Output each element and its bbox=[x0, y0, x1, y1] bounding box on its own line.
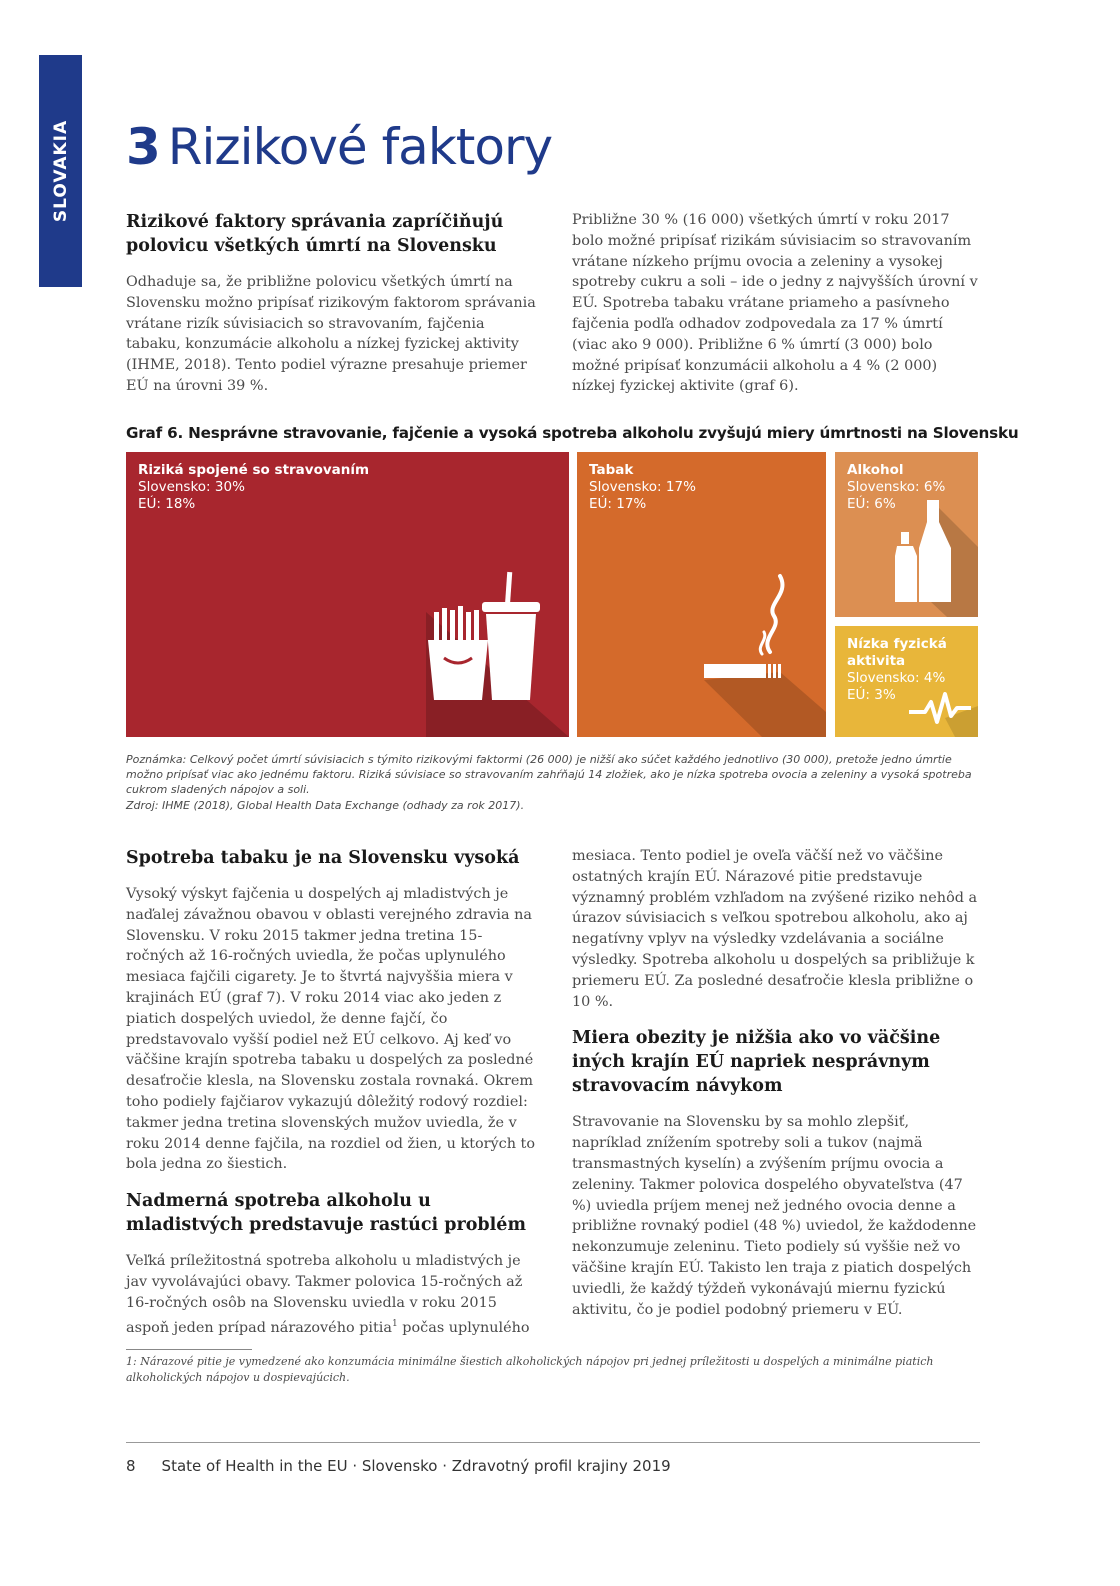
tobacco-heading: Spotreba tabaku je na Slovensku vysoká bbox=[126, 848, 520, 868]
obesity-paragraph: Stravovanie na Slovensku by sa mohlo zlepšiť, napríklad znížením spotreby soli a tukov (najmä transmastných kyselín) a zvýšením príjmu ovocia a zeleniny. Takmer polovica dospelého obyvateľstva (47 %) uviedla príjem menej než jedného ovocia denne a približne rovnaký podiel (48 %) uviedol, že každodenne nekonzumuje zeleninu. Tieto podiely sú vyššie než vo väčšine krajín EÚ. Takisto len traja z piatich dospelých uviedli, že každý týždeň vykonávajú miernu fyzickú aktivitu, čo je podiel podobný priemeru v EÚ. bbox=[572, 1114, 977, 1318]
footnote-rule bbox=[126, 1349, 252, 1350]
tile-tobacco-eu: EÚ: 17% bbox=[589, 496, 647, 512]
tile-tobacco-slovensko: Slovensko: 17% bbox=[589, 479, 696, 495]
tile-diet-name: Riziká spojené so stravovaním bbox=[138, 462, 370, 478]
alcohol-paragraph-continued: mesiaca. Tento podiel je oveľa väčší než vo väčšine ostatných krajín EÚ. Nárazové pitie predstavuje významný problém vzhľadom na zvýšené riziko nehôd a úrazov súvisiacich s veľkou spotrebou alkoholu, ako aj negatívny vplyv na výsledky vzdelávania a sociálne výsledky. Spotreba alkoholu u dospelých sa približuje k priemeru EÚ. Za posledné desaťročie klesla približne o 10 %. bbox=[572, 848, 978, 1010]
body-left-column bbox=[126, 846, 536, 1352]
tobacco-paragraph: Vysoký výskyt fajčenia u dospelých aj mladistvých je naďalej závažnou obavou v oblasti verejného zdravia na Slovensku. V roku 2015 takmer jedna tretina 15-ročných až 16-ročných uviedla, že počas uplynulého mesiaca fajčili cigarety. Je to štvrtá najvyššia miera v krajinách EÚ (graf 7). V roku 2014 viac ako jeden z piatich dospelých uviedol, že denne fajčí, čo predstavovalo vyšší podiel než EÚ celkovo. Aj keď vo väčšine krajín spotreba tabaku u dospelých za posledné desaťročie klesla, na Slovensku zostala rovnaká. Okrem toho podiely fajčiarov vykazujú dôležitý rodový rozdiel: takmer jedna tretina slovenských mužov uviedla, že v roku 2014 denne fajčila, na rozdiel od žien, u ktorých to bola jedna zo šiestich. bbox=[126, 886, 536, 1173]
tile-diet-eu: EÚ: 18% bbox=[138, 496, 196, 512]
alcohol-text-before: Veľká príležitostná spotreba alkoholu u mladistvých je jav vyvolávajúci obavy. Takmer polovica 15-ročných až 16-ročných osôb na Slovensku uviedla v roku 2015 aspoň jeden prípad nárazového pitia bbox=[126, 1253, 523, 1336]
tile-alcohol bbox=[835, 452, 978, 617]
intro-paragraph-2: Približne 30 % (16 000) všetkých úmrtí v roku 2017 bolo možné pripísať rizikám súvisiacim so stravovaním vrátane nízkeho príjmu ovocia a zeleniny a vysokej spotreby cukru a soli – ide o jedny z najvyšších úrovní v EÚ. Spotreba tabaku vrátane priameho a pasívneho fajčenia podľa odhadov zodpovedala za 17 % úmrtí (viac ako 9 000). Približne 6 % úmrtí (3 000) bolo možné pripísať konzumácii alkoholu a 4 % (2 000) nízkej fyzickej aktivite (graf 6). bbox=[572, 212, 978, 395]
heartbeat-icon bbox=[909, 692, 971, 726]
intro-heading: Rizikové faktory správania zapríčiňujú polovicu všetkých úmrtí na Slovensku bbox=[126, 212, 504, 256]
tile-diet-label bbox=[138, 462, 369, 513]
tile-tobacco-label bbox=[589, 462, 696, 513]
chart-title: Graf 6. Nesprávne stravovanie, fajčenie a vysoká spotreba alkoholu zvyšujú miery úmrtnosti na Slovensku bbox=[126, 424, 1019, 442]
chart-note bbox=[126, 752, 981, 813]
obesity-heading: Miera obezity je nižšia ako vo väčšine iných krajín EÚ napriek nesprávnym stravovacím návykom bbox=[572, 1028, 941, 1097]
chapter-number: 3 bbox=[126, 118, 160, 176]
chapter-heading: Rizikové faktory bbox=[167, 118, 553, 176]
chapter-title bbox=[126, 118, 552, 176]
tile-activity-slovensko: Slovensko: 4% bbox=[847, 670, 946, 686]
tile-alcohol-slovensko: Slovensko: 6% bbox=[847, 479, 946, 495]
page-footer bbox=[126, 1457, 671, 1475]
side-tab-label: SLOVAKIA bbox=[50, 119, 71, 223]
intro-left-column bbox=[126, 210, 536, 411]
tile-diet-slovensko: Slovensko: 30% bbox=[138, 479, 245, 495]
country-side-tab bbox=[39, 55, 82, 287]
tile-physical-activity bbox=[835, 626, 978, 737]
tile-activity-eu: EÚ: 3% bbox=[847, 687, 896, 703]
risk-factor-treemap bbox=[126, 452, 978, 737]
intro-paragraph-1: Odhaduje sa, že približne polovicu všetkých úmrtí na Slovensku možno pripísať rizikovým faktorom správania vrátane rizík súvisiacich so stravovaním, fajčenia tabaku, konzumácie alkoholu a nízkej fyzickej aktivity (IHME, 2018). Tento podiel výrazne presahuje priemer EÚ na úrovni 39 %. bbox=[126, 274, 536, 394]
footer-rule bbox=[126, 1442, 980, 1443]
footnote: 1: Nárazové pitie je vymedzené ako konzumácia minimálne šiestich alkoholických nápojov pri jednej príležitosti u dospelých a minimálne piatich alkoholických nápojov u dospievajúcich. bbox=[126, 1355, 934, 1384]
cigarette-icon bbox=[702, 572, 802, 684]
tile-activity-name: Nízka fyzická aktivita bbox=[847, 636, 947, 669]
tile-diet bbox=[126, 452, 569, 737]
alcohol-heading: Nadmerná spotreba alkoholu u mladistvých predstavuje rastúci problém bbox=[126, 1191, 526, 1236]
fastfood-icon bbox=[426, 570, 546, 705]
page-number: 8 bbox=[126, 1457, 136, 1475]
tile-alcohol-eu: EÚ: 6% bbox=[847, 496, 896, 512]
body-right-column bbox=[572, 846, 982, 1334]
chart-note-text: Poznámka: Celkový počet úmrtí súvisiacich s týmito rizikovými faktormi (26 000) je nižší ako súčet každého jednotlivo (30 000), pretože jedno úmrtie možno pripísať viac ako jednému faktoru. Riziká súvisiace so stravovaním zahŕňajú 14 zložiek, ako je nízka spotreba ovocia a zeleniny a vysoká spotreba cukrom sladených nápojov a soli. bbox=[126, 753, 972, 797]
footnote-ref: 1 bbox=[392, 1318, 398, 1329]
alcohol-text-after: počas uplynulého bbox=[397, 1319, 530, 1336]
footer-text: State of Health in the EU · Slovensko · Zdravotný profil krajiny 2019 bbox=[161, 1457, 671, 1475]
intro-right-column bbox=[572, 210, 982, 411]
tile-alcohol-name: Alkohol bbox=[847, 462, 904, 478]
tile-tobacco-name: Tabak bbox=[589, 462, 634, 478]
tile-tobacco bbox=[577, 452, 826, 737]
chart-source: Zdroj: IHME (2018), Global Health Data Exchange (odhady za rok 2017). bbox=[126, 798, 525, 812]
bottles-icon bbox=[895, 498, 955, 606]
alcohol-paragraph-start bbox=[126, 1251, 536, 1338]
